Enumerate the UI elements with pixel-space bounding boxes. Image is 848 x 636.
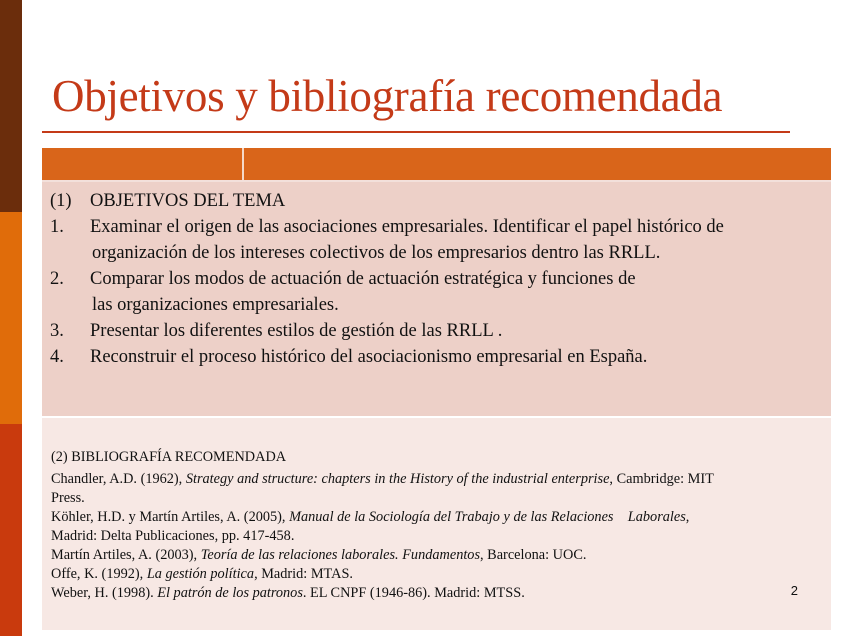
table-header-cell	[42, 148, 244, 180]
table-header-row	[42, 148, 831, 180]
reference-entry: Weber, H. (1998). El patrón de los patronos. EL CNPF (1946-86). Madrid: MTSS.	[51, 585, 525, 601]
reference-continuation: Press.	[51, 490, 85, 506]
left-accent-bar-middle	[0, 212, 22, 424]
left-accent-bar-top	[0, 0, 22, 212]
bibliography-section	[42, 416, 831, 630]
left-accent-bar-bottom	[0, 424, 22, 636]
objectives-section	[42, 180, 831, 416]
list-item-continuation: las organizaciones empresariales.	[92, 295, 339, 315]
list-item-continuation: organización de los intereses colectivos de los empresarios dentro las RRLL.	[92, 243, 661, 263]
reference-entry: Martín Artiles, A. (2003), Teoría de las relaciones laborales. Fundamentos, Barcelona: UOC.	[51, 547, 587, 563]
reference-entry: Offe, K. (1992), La gestión política, Madrid: MTAS.	[51, 566, 353, 582]
reference-continuation: Madrid: Delta Publicaciones, pp. 417-458.	[51, 528, 295, 544]
slide-title: Objetivos y bibliografía recomendada	[52, 71, 723, 121]
content-table	[42, 148, 831, 630]
title-underline	[42, 131, 790, 133]
list-item: 1. Examinar el origen de las asociaciones empresariales. Identificar el papel histórico de	[50, 217, 724, 237]
list-item: 2. Comparar los modos de actuación de actuación estratégica y funciones de	[50, 269, 636, 289]
list-item: 3. Presentar los diferentes estilos de gestión de las RRLL .	[50, 321, 503, 341]
page-number: 2	[790, 583, 798, 598]
bibliography-heading: (2) BIBLIOGRAFÍA RECOMENDADA	[51, 449, 287, 465]
reference-entry: Chandler, A.D. (1962), Strategy and structure: chapters in the History of the industrial enterprise, Cambridge: MIT	[51, 471, 714, 487]
reference-entry: Köhler, H.D. y Martín Artiles, A. (2005), Manual de la Sociología del Trabajo y de las Relaciones Laborales,	[51, 509, 690, 525]
table-header-cell	[244, 148, 831, 180]
objectives-heading: (1) OBJETIVOS DEL TEMA	[50, 191, 286, 211]
list-item: 4. Reconstruir el proceso histórico del asociacionismo empresarial en España.	[50, 347, 648, 367]
